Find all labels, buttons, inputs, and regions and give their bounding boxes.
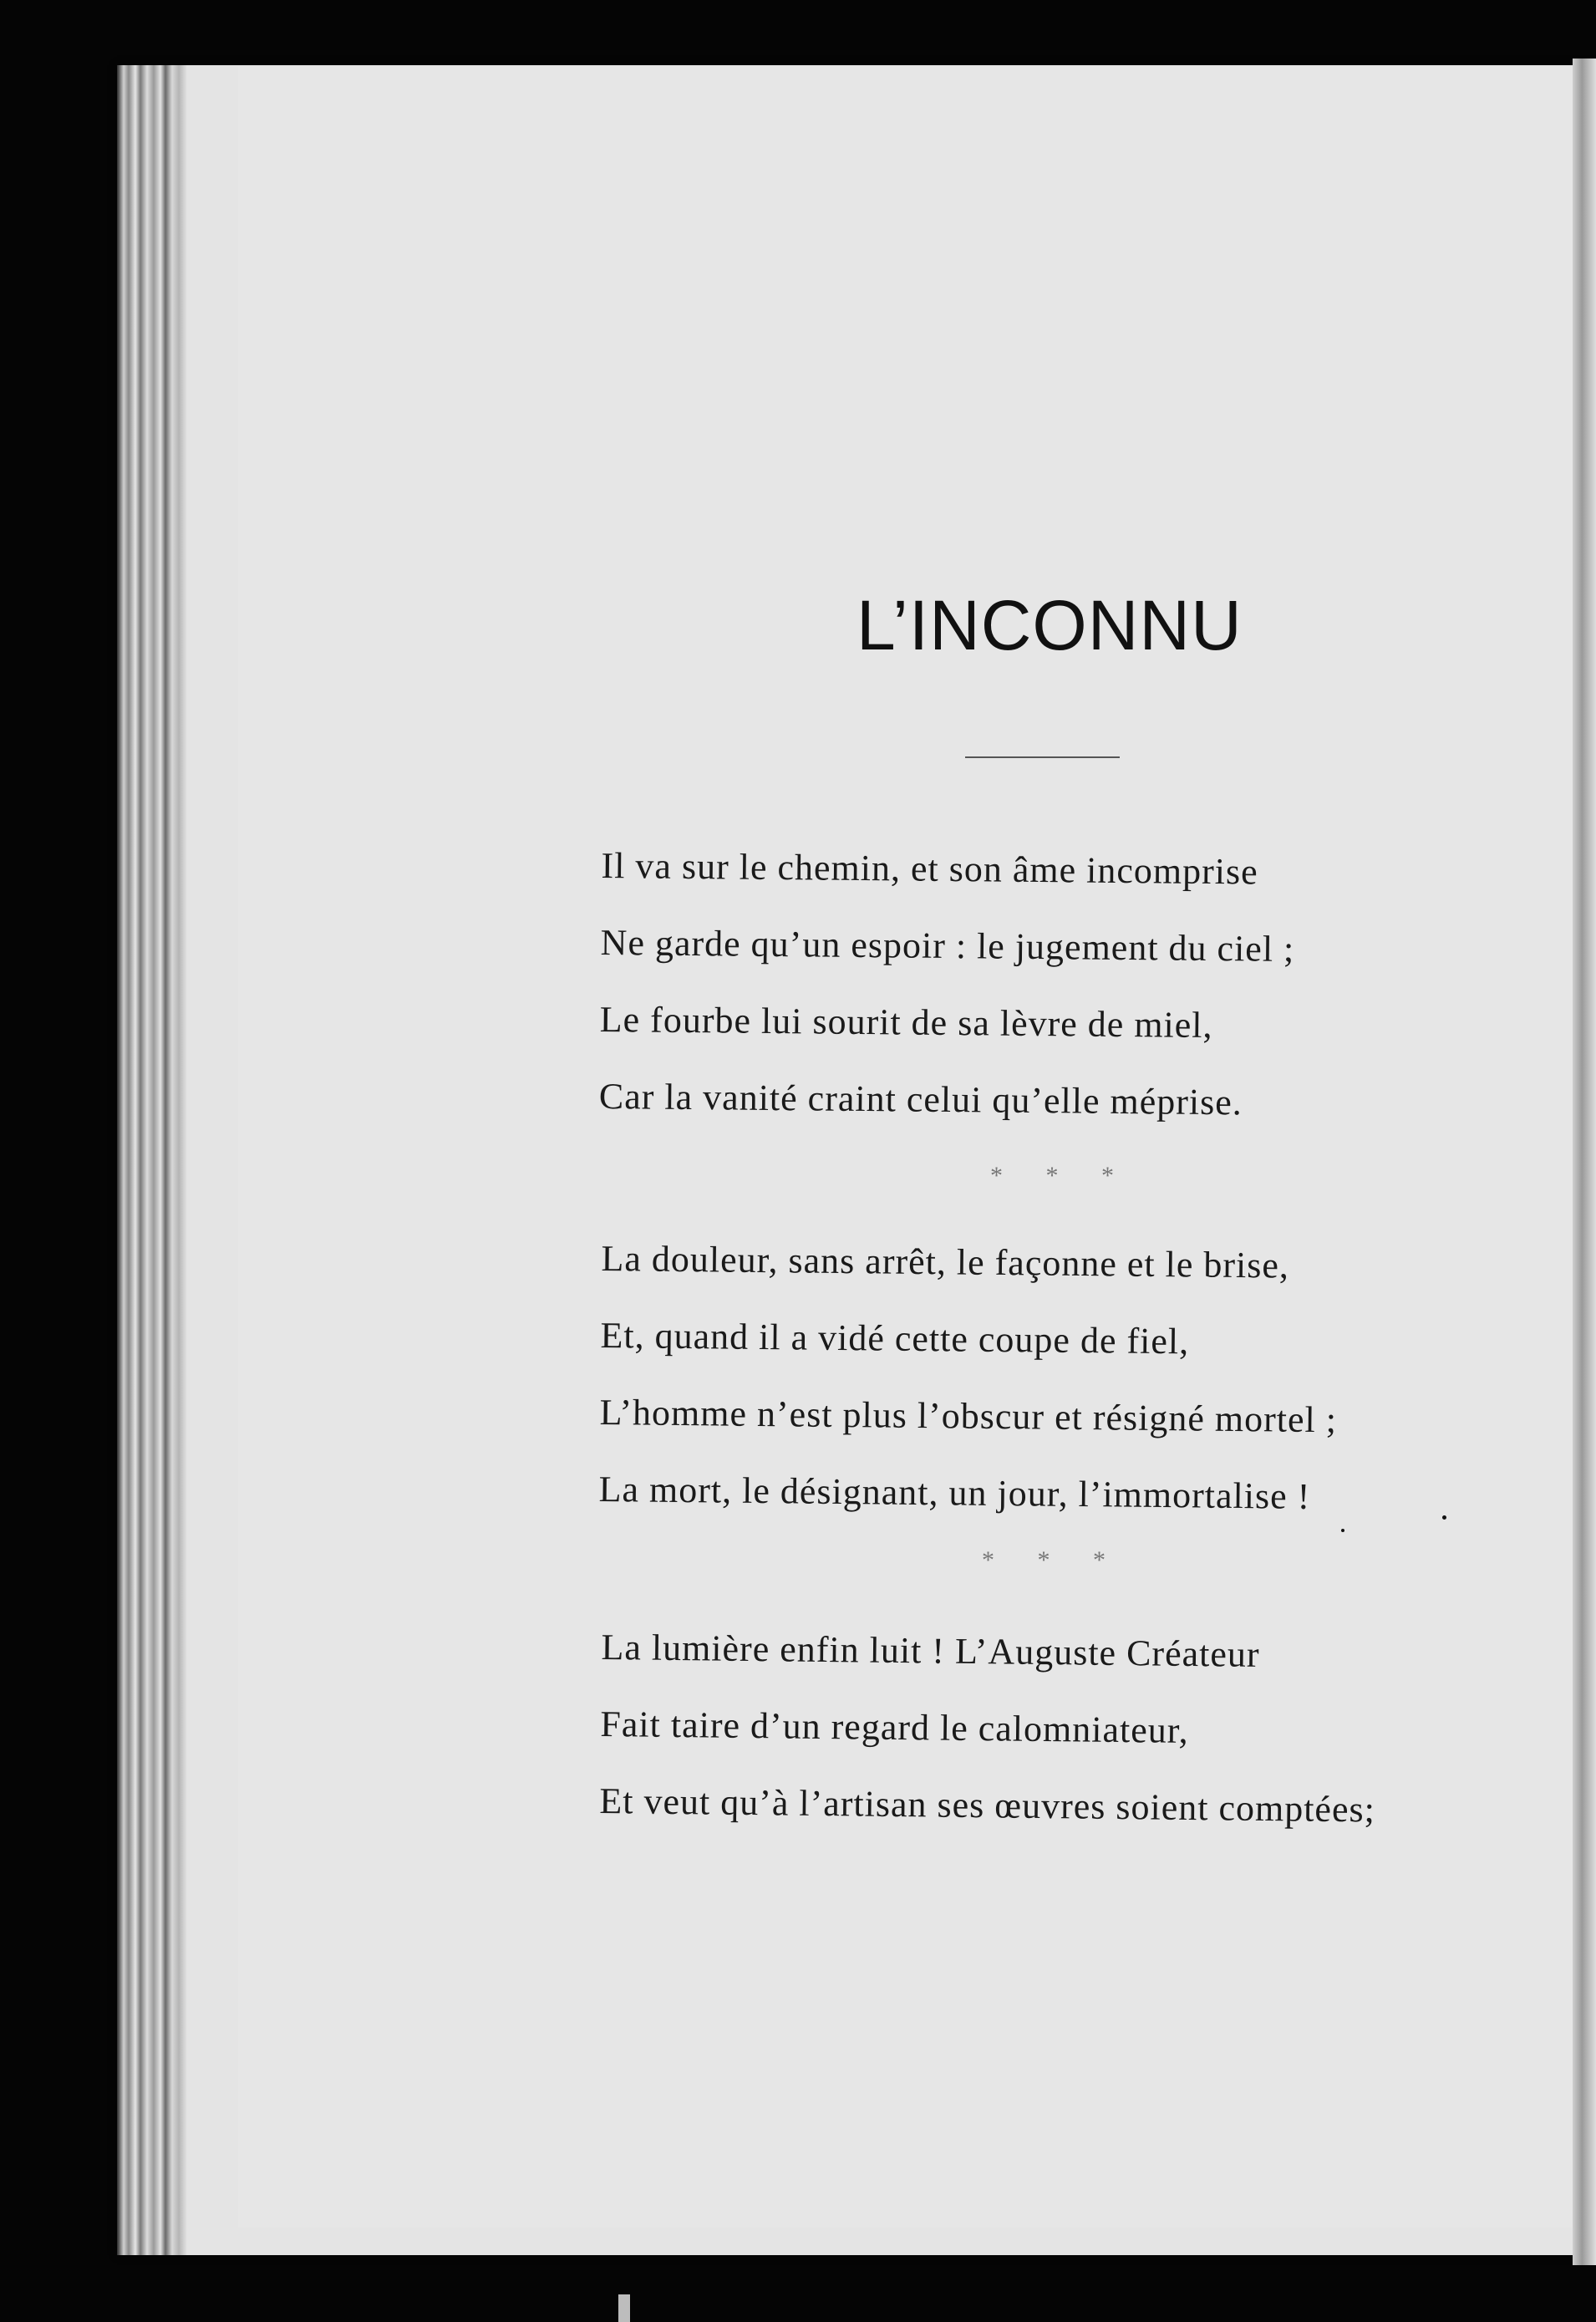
ink-speck xyxy=(1341,1529,1344,1532)
verse-line: L’homme n’est plus l’obscur et résigné mortel ; xyxy=(599,1391,1338,1441)
book-page xyxy=(238,67,1575,2228)
verse-line: Et, quand il a vidé cette coupe de fiel, xyxy=(600,1314,1190,1362)
verse-line: Fait taire d’un regard le calomniateur, xyxy=(600,1703,1189,1751)
verse-line: Le fourbe lui sourit de sa lèvre de miel, xyxy=(599,998,1213,1046)
stanza-separator: * * * xyxy=(990,1162,1132,1189)
verse-line: Il va sur le chemin, et son âme incomprise xyxy=(601,844,1258,893)
facing-page-edge xyxy=(1573,59,1596,2265)
poem-title: L’INCONNU xyxy=(856,586,1243,665)
film-mark xyxy=(618,2294,630,2322)
stanza-3 xyxy=(599,1609,1378,1849)
ink-speck xyxy=(1442,1515,1446,1520)
verse-line: Et veut qu’à l’artisan ses œuvres soient comptées; xyxy=(599,1780,1376,1831)
verse-line: La douleur, sans arrêt, le façonne et le brise, xyxy=(601,1237,1290,1286)
verse-line: La lumière enfin luit ! L’Auguste Créateur xyxy=(601,1626,1260,1675)
title-rule xyxy=(965,756,1120,758)
verse-line: La mort, le désignant, un jour, l’immortalise ! xyxy=(598,1468,1311,1517)
stanza-2 xyxy=(598,1220,1339,1535)
verse-line: Ne garde qu’un espoir : le jugement du ciel ; xyxy=(600,921,1295,970)
verse-line: Car la vanité craint celui qu’elle méprise. xyxy=(598,1075,1243,1123)
stanza-1 xyxy=(598,827,1295,1142)
stanza-separator: * * * xyxy=(982,1546,1124,1574)
